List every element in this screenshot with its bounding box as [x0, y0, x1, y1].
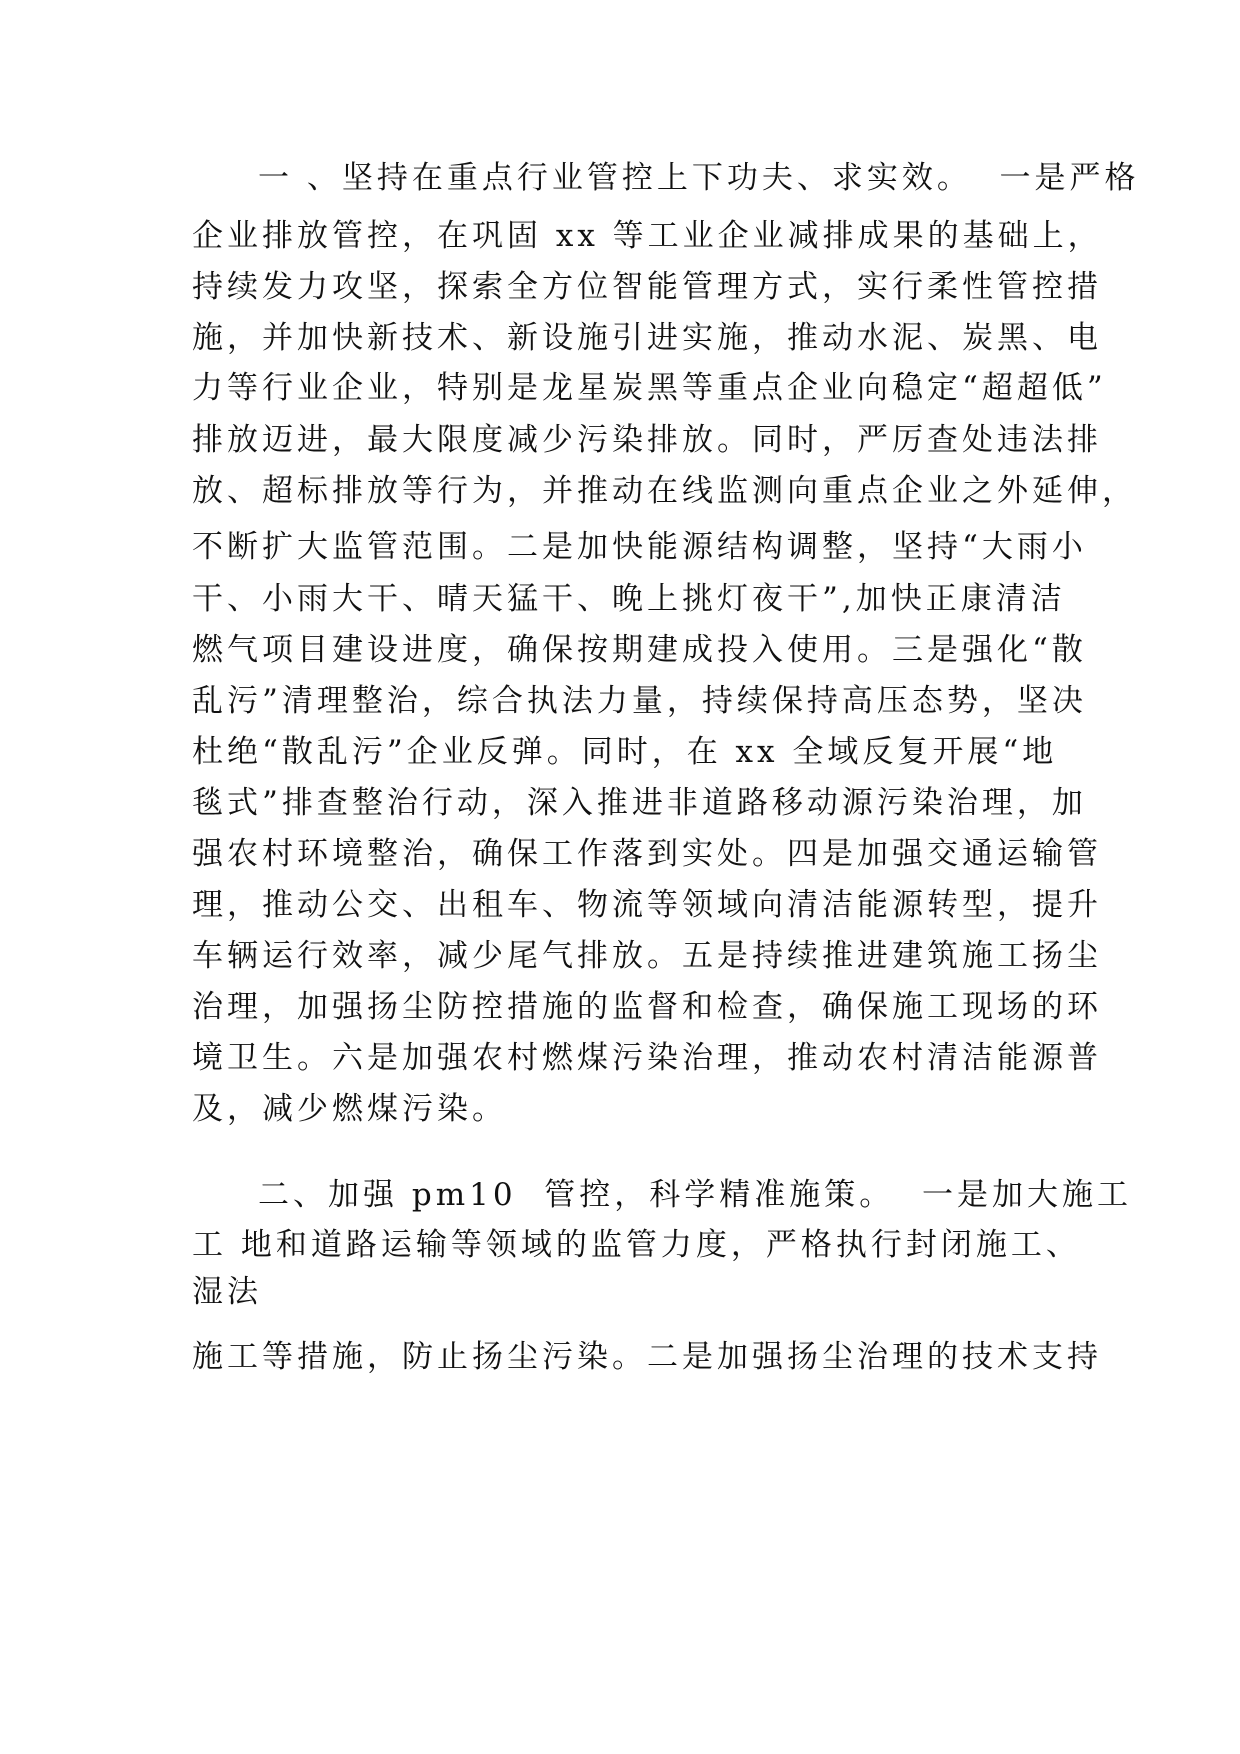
paragraph-1-line-19: 及，减少燃煤污染。	[192, 1091, 507, 1127]
paragraph-1-line-5: 力等行业企业，特别是龙星炭黑等重点企业向稳定“超超低”	[192, 370, 1107, 406]
paragraph-1-line-2: 企业排放管控，在巩固 xx 等工业企业减排成果的基础上，	[192, 218, 1103, 254]
paragraph-1-line-15: 理，推动公交、出租车、物流等领域向清洁能源转型，提升	[192, 887, 1102, 923]
paragraph-1-line-6: 排放迈进，最大限度减少污染排放。同时，严厉查处违法排	[192, 422, 1102, 458]
paragraph-1-line-8: 不断扩大监管范围。二是加快能源结构调整，坚持“大雨小	[192, 529, 1087, 565]
paragraph-1-line-4: 施，并加快新技术、新设施引进实施，推动水泥、炭黑、电	[192, 320, 1102, 356]
paragraph-2-line-1: 二、加强 pm10 管控，科学精准施策。 一是加大施工	[258, 1177, 1132, 1213]
paragraph-2-line-3: 湿法	[192, 1274, 262, 1310]
paragraph-1-line-10: 燃气项目建设进度，确保按期建成投入使用。三是强化“散	[192, 632, 1087, 668]
paragraph-1-line-7: 放、超标排放等行为，并推动在线监测向重点企业之外延伸，	[192, 473, 1137, 509]
paragraph-1-line-13: 毯式”排查整治行动，深入推进非道路移动源污染治理，加	[192, 785, 1087, 821]
paragraph-1-line-17: 治理，加强扬尘防控措施的监督和检查，确保施工现场的环	[192, 989, 1102, 1025]
paragraph-1-line-1: 一 、坚持在重点行业管控上下功夫、求实效。 一是严格	[258, 160, 1140, 196]
paragraph-1-line-3: 持续发力攻坚，探索全方位智能管理方式，实行柔性管控措	[192, 269, 1102, 305]
paragraph-1-line-14: 强农村环境整治，确保工作落到实处。四是加强交通运输管	[192, 836, 1102, 872]
paragraph-2-line-4: 施工等措施，防止扬尘污染。二是加强扬尘治理的技术支持	[192, 1339, 1102, 1375]
paragraph-1-line-11: 乱污”清理整治，综合执法力量，持续保持高压态势，坚决	[192, 683, 1087, 719]
paragraph-2-line-2: 工 地和道路运输等领域的监管力度，严格执行封闭施工、	[192, 1227, 1081, 1263]
paragraph-1-line-12: 杜绝“散乱污”企业反弹。同时，在 xx 全域反复开展“地	[192, 734, 1058, 770]
paragraph-1-line-18: 境卫生。六是加强农村燃煤污染治理，推动农村清洁能源普	[192, 1040, 1102, 1076]
paragraph-1-line-9: 干、小雨大干、晴天猛干、晚上挑灯夜干”,加快正康清洁	[192, 581, 1066, 617]
paragraph-1-line-16: 车辆运行效率，减少尾气排放。五是持续推进建筑施工扬尘	[192, 938, 1102, 974]
